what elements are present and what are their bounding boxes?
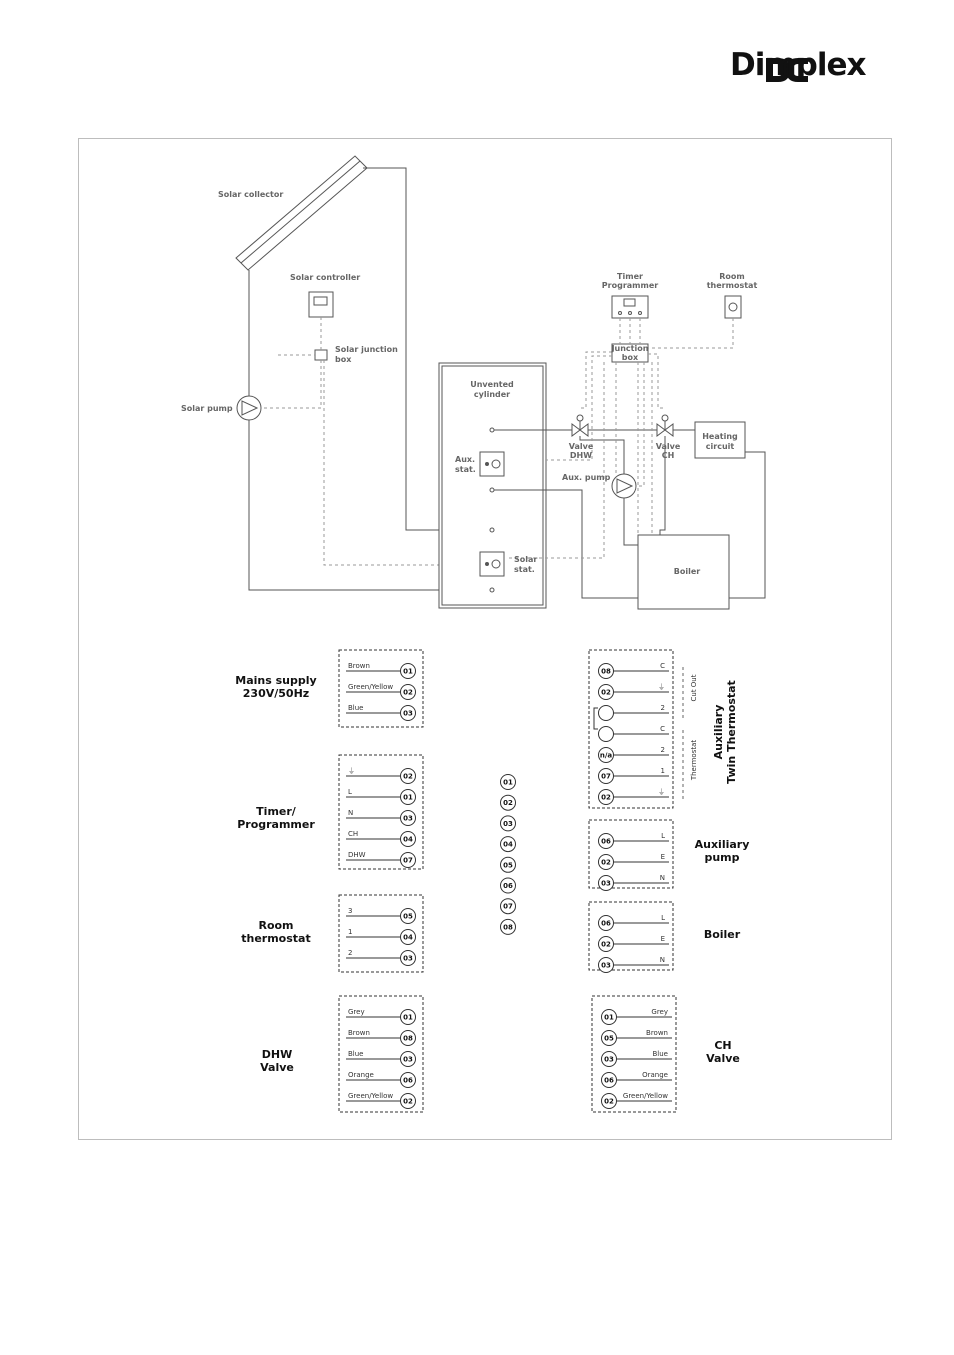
terminal-number: 01	[604, 1013, 614, 1022]
valve-dhw-icon	[572, 415, 588, 436]
aux-twin-thermostat-terminal-block	[589, 650, 738, 808]
wire-label: 3	[348, 907, 353, 915]
terminal-number: 02	[601, 858, 611, 867]
central-terminal-03	[501, 816, 516, 831]
dhw-valve-label: Valve	[260, 1061, 294, 1074]
terminal-number: 08	[403, 1034, 413, 1043]
terminal-06	[602, 1073, 617, 1088]
solar-controller	[309, 292, 333, 317]
wire-label: ⏚	[348, 767, 355, 775]
mains-supply-terminal-block	[235, 650, 423, 727]
room-thermostat-label: Room	[258, 919, 294, 932]
terminal-07	[401, 853, 416, 868]
terminal-number: 03	[403, 954, 413, 963]
mains-supply-label: Mains supply	[235, 674, 317, 687]
junction-box-label-1: Junction	[611, 344, 649, 353]
terminal-number: 01	[403, 793, 413, 802]
terminal-02	[599, 790, 614, 805]
terminal-number: 03	[503, 819, 513, 828]
wire-label: Brown	[348, 1029, 370, 1037]
solar-junction-box-label-1: Solar junction	[335, 345, 398, 354]
terminal-number: 02	[403, 688, 413, 697]
terminal-02	[599, 855, 614, 870]
wire-label: Grey	[348, 1008, 365, 1016]
central-terminal-01	[501, 775, 516, 790]
wire-label: Green/Yellow	[348, 683, 394, 691]
boiler-terminal-block	[589, 902, 741, 973]
terminal-03	[602, 1052, 617, 1067]
timer-programmer-label-2: Programmer	[601, 281, 659, 290]
terminal-03	[401, 1052, 416, 1067]
terminal-02	[599, 685, 614, 700]
solar-collector	[236, 156, 367, 270]
terminal-number: 04	[403, 933, 413, 942]
mains-supply-label: 230V/50Hz	[242, 687, 310, 700]
wire-label: Brown	[646, 1029, 668, 1037]
unvented-cylinder-label-1: Unvented	[470, 380, 514, 389]
heating-circuit-label-2: circuit	[705, 442, 735, 451]
terminal-03	[401, 706, 416, 721]
unvented-cylinder-label-2: cylinder	[473, 390, 511, 399]
ch-valve-label: Valve	[706, 1052, 740, 1065]
valve-dhw-label-2: DHW	[569, 451, 593, 460]
terminal-number: 01	[403, 667, 413, 676]
central-terminal-04	[501, 837, 516, 852]
aux-pump-label: Aux. pump	[562, 473, 611, 482]
wire-label: N	[659, 956, 665, 964]
wire-label: ⏚	[658, 683, 665, 691]
terminal-number: 01	[503, 778, 513, 787]
aux-twin-thermostat-label: AuxiliaryTwin Thermostat	[712, 680, 738, 784]
central-terminal-07	[501, 899, 516, 914]
terminal-08	[599, 664, 614, 679]
terminal-01	[401, 790, 416, 805]
wire-label: N	[348, 809, 354, 817]
terminal-number: 05	[403, 912, 413, 921]
terminal-number: 05	[604, 1034, 614, 1043]
terminal-04	[401, 930, 416, 945]
wire-label: CH	[348, 830, 359, 838]
dhw-valve-terminal-block	[260, 996, 423, 1112]
cutout-label: Cut Out	[690, 674, 698, 702]
terminal-number: 05	[503, 861, 513, 870]
solar-controller-label: Solar controller	[290, 273, 361, 282]
wire-label: E	[660, 853, 665, 861]
terminal-number: 08	[601, 667, 611, 676]
solar-stat-label-2: stat.	[514, 565, 535, 574]
wire-label: C	[660, 662, 665, 670]
central-terminal-02	[501, 795, 516, 810]
brand-name: Dimplex	[730, 47, 866, 83]
terminal-number: 03	[403, 814, 413, 823]
central-terminal-08	[501, 919, 516, 934]
terminal-04	[401, 832, 416, 847]
terminal-number: n/a	[599, 751, 613, 760]
timer-programmer-terminal-block	[237, 755, 423, 869]
valve-ch-label-1: Valve	[655, 442, 681, 451]
room-thermostat-label: thermostat	[241, 932, 311, 945]
wire-label: Green/Yellow	[622, 1092, 668, 1100]
wire-label: Blue	[652, 1050, 668, 1058]
timer-programmer-label: Timer/	[256, 805, 296, 818]
timer-programmer-label: Programmer	[237, 818, 315, 831]
terminal-blank	[599, 706, 614, 721]
valve-ch-label-2: CH	[661, 451, 675, 460]
terminal-n/a	[599, 748, 614, 763]
terminal-number: 04	[403, 835, 413, 844]
wire-label: Green/Yellow	[348, 1092, 394, 1100]
wire-label: DHW	[348, 851, 366, 859]
terminal-number: 02	[403, 772, 413, 781]
ch-valve-label: CH	[714, 1039, 732, 1052]
terminal-number: 04	[503, 840, 513, 849]
terminal-number: 06	[403, 1076, 413, 1085]
terminal-02	[401, 685, 416, 700]
wire-label: L	[661, 914, 665, 922]
wire-label: Blue	[348, 1050, 364, 1058]
wire-label: 2	[348, 949, 353, 957]
aux-stat-label-2: stat.	[455, 465, 476, 474]
wire-label: 1	[348, 928, 353, 936]
terminal-number: 03	[403, 1055, 413, 1064]
wire-label: C	[660, 725, 665, 733]
timer-programmer-label-1: Timer	[617, 272, 643, 281]
terminal-03	[401, 951, 416, 966]
terminal-number: 03	[601, 879, 611, 888]
wire-label: Grey	[651, 1008, 668, 1016]
terminal-number: 06	[601, 919, 611, 928]
wire-label: L	[661, 832, 665, 840]
central-terminal-column	[501, 775, 516, 935]
aux-pump-label: Auxiliary	[694, 838, 750, 851]
terminal-02	[602, 1094, 617, 1109]
terminal-number: 06	[601, 837, 611, 846]
dhw-valve-label: DHW	[261, 1048, 293, 1061]
solar-stat-label-1: Solar	[514, 555, 538, 564]
terminal-number: 03	[601, 961, 611, 970]
terminal-03	[599, 958, 614, 973]
terminal-number: 06	[503, 882, 513, 890]
terminal-08	[401, 1031, 416, 1046]
aux-stat-label-1: Aux.	[455, 455, 476, 464]
terminal-06	[599, 834, 614, 849]
central-terminal-06	[501, 878, 516, 893]
boiler-label: Boiler	[703, 928, 741, 941]
solar-collector-label: Solar collector	[218, 190, 284, 199]
wire-label: 2	[660, 704, 665, 712]
aux-pump-label: pump	[704, 851, 740, 864]
wire-label: 2	[660, 746, 665, 754]
terminal-03	[599, 876, 614, 891]
terminal-number: 02	[503, 799, 513, 808]
wire-label: 1	[660, 767, 665, 775]
wire-label: Orange	[348, 1071, 374, 1079]
terminal-01	[401, 664, 416, 679]
terminal-blank	[599, 727, 614, 742]
terminal-06	[599, 916, 614, 931]
heating-circuit-label-1: Heating	[702, 432, 738, 441]
terminal-03	[401, 811, 416, 826]
room-thermostat-terminal-block	[241, 895, 423, 972]
terminal-number: 07	[601, 772, 611, 781]
terminal-05	[602, 1031, 617, 1046]
wire-label: Orange	[642, 1071, 668, 1079]
junction-box-label-2: box	[621, 353, 639, 362]
aux-pump-icon	[612, 474, 636, 498]
wire-label: L	[348, 788, 352, 796]
terminal-number: 03	[604, 1055, 614, 1064]
terminal-number: 02	[601, 940, 611, 949]
terminal-05	[401, 909, 416, 924]
terminal-01	[602, 1010, 617, 1025]
terminal-02	[599, 937, 614, 952]
central-terminal-05	[501, 857, 516, 872]
terminal-number: 02	[601, 793, 611, 802]
solar-stat	[480, 552, 504, 576]
terminal-02	[401, 769, 416, 784]
solar-pump-label: Solar pump	[181, 404, 233, 413]
terminal-number: 02	[403, 1097, 413, 1106]
solar-pump-icon	[237, 396, 261, 420]
room-thermostat	[725, 296, 741, 318]
valve-dhw-label-1: Valve	[568, 442, 594, 451]
aux-stat	[480, 452, 504, 476]
terminal-number: 02	[601, 688, 611, 697]
wire-label: N	[659, 874, 665, 882]
terminal-number: 03	[403, 709, 413, 718]
room-thermostat-label-1: Room	[719, 272, 745, 281]
terminal-number: 07	[503, 902, 513, 911]
terminal-02	[401, 1094, 416, 1109]
thermostat-sub-label: Thermostat	[690, 739, 698, 781]
solar-junction-box-label-2: box	[335, 355, 352, 364]
wire-label: Brown	[348, 662, 370, 670]
valve-ch-icon	[657, 415, 673, 436]
terminal-number: 02	[604, 1097, 614, 1106]
wire-label: ⏚	[658, 788, 665, 796]
terminal-number: 06	[604, 1076, 614, 1085]
terminal-07	[599, 769, 614, 784]
wiring-blocks	[235, 650, 749, 1112]
aux-pump-terminal-block	[589, 820, 749, 891]
timer-programmer	[612, 296, 648, 318]
ch-valve-terminal-block	[592, 996, 740, 1112]
terminal-06	[401, 1073, 416, 1088]
wire-label: E	[660, 935, 665, 943]
wire-label: Blue	[348, 704, 364, 712]
terminal-number: 01	[403, 1013, 413, 1022]
boiler-label: Boiler	[673, 567, 701, 576]
solar-junction-box	[315, 350, 327, 360]
terminal-number: 07	[403, 856, 413, 865]
terminal-number: 08	[503, 923, 513, 932]
terminal-01	[401, 1010, 416, 1025]
room-thermostat-label-2: thermostat	[706, 281, 758, 290]
